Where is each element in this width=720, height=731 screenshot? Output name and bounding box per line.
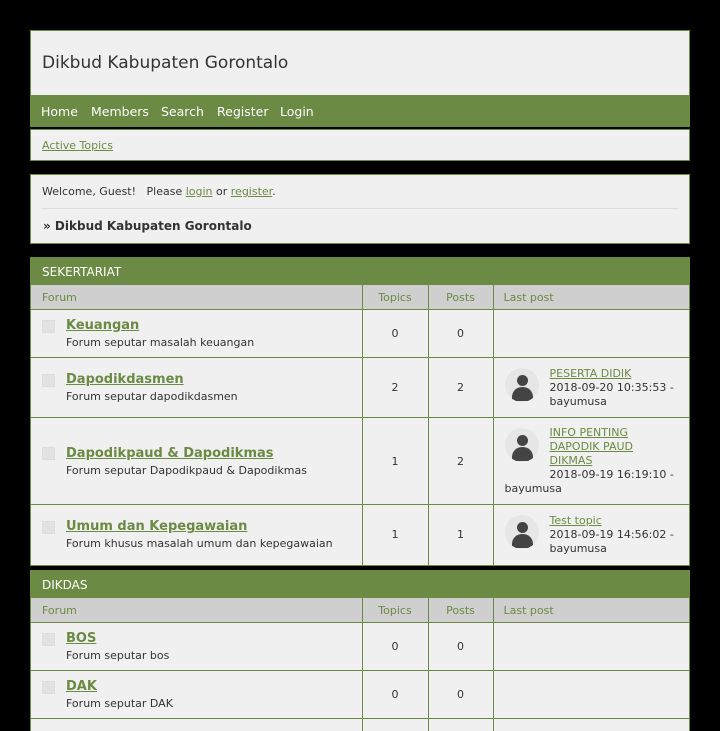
nav-members[interactable]: Members	[91, 104, 149, 119]
last-post-user: bayumusa	[549, 541, 607, 555]
site-title: Dikbud Kabupaten Gorontalo	[42, 53, 289, 73]
nav-home[interactable]: Home	[41, 104, 78, 119]
forum-status-icon	[42, 320, 55, 333]
last-post-date: 2018-09-19 14:56:02 -	[549, 527, 674, 541]
main-nav	[30, 95, 690, 127]
col-last-post: Last post	[493, 598, 689, 623]
table-row	[31, 505, 689, 565]
category-title: DIKDAS	[42, 578, 88, 592]
forum-description: Forum khusus masalah umum dan kepegawaian	[66, 537, 333, 551]
posts-count	[428, 719, 493, 731]
forum-link-umum[interactable]: Umum dan Kepegawaian	[66, 519, 248, 535]
welcome-suffix: .	[272, 185, 276, 198]
table-row	[31, 671, 689, 719]
last-post-cell	[493, 418, 689, 505]
last-post-cell	[493, 671, 689, 719]
site-header	[30, 30, 690, 96]
last-post-link-line3[interactable]: DIKMAS	[549, 454, 593, 467]
topics-count: 0	[362, 623, 428, 671]
col-forum: Forum	[31, 285, 362, 310]
forum-status-icon	[42, 681, 55, 694]
last-post-user: bayumusa	[549, 394, 607, 408]
table-header-row	[31, 598, 689, 623]
forum-link-dapodikpaud[interactable]: Dapodikpaud & Dapodikmas	[66, 445, 274, 461]
last-post-link[interactable]: Test topic	[549, 513, 602, 527]
col-forum: Forum	[31, 598, 362, 623]
posts-count: 2	[428, 418, 493, 505]
col-topics: Topics	[362, 598, 428, 623]
last-post-cell	[493, 623, 689, 671]
posts-count: 2	[428, 358, 493, 418]
forum-cell	[31, 310, 362, 358]
last-post-link[interactable]: PESERTA DIDIK	[549, 366, 632, 380]
active-topics-link[interactable]: Active Topics	[42, 139, 113, 152]
forum-description: Forum seputar masalah keuangan	[66, 336, 255, 349]
forum-status-icon	[42, 521, 55, 534]
forum-status-icon	[42, 633, 55, 646]
topics-count	[362, 719, 428, 731]
welcome-or: or	[212, 185, 231, 198]
forum-cell	[31, 671, 362, 719]
last-post-cell	[493, 310, 689, 358]
posts-count: 0	[428, 671, 493, 719]
table-row	[31, 418, 689, 505]
user-avatar-icon	[505, 515, 539, 549]
login-link[interactable]: login	[185, 185, 213, 198]
welcome-prefix: Welcome, Guest! Please	[42, 185, 186, 198]
forum-status-icon	[42, 447, 55, 460]
table-header-row	[31, 285, 689, 310]
divider	[41, 208, 679, 209]
user-avatar-icon	[505, 368, 539, 402]
forum-description: Forum seputar Dapodikpaud & Dapodikmas	[66, 463, 307, 477]
last-post-link[interactable]: INFO PENTING	[549, 426, 628, 439]
forum-status-icon	[42, 374, 55, 387]
forum-link-dak[interactable]: DAK	[66, 679, 97, 694]
forum-table	[31, 285, 689, 565]
nav-register[interactable]: Register	[217, 104, 269, 119]
category-header	[31, 258, 689, 285]
sub-nav	[30, 129, 690, 161]
last-post-date: 2018-09-19 16:19:10 -	[549, 468, 674, 481]
forum-cell	[31, 505, 362, 565]
topics-count: 0	[362, 310, 428, 358]
breadcrumb: » Dikbud Kabupaten Gorontalo	[43, 219, 252, 233]
last-post-cell	[493, 358, 689, 418]
forum-cell	[31, 719, 362, 731]
posts-count: 1	[428, 505, 493, 565]
welcome-message	[42, 185, 276, 198]
page-wrapper	[30, 30, 690, 710]
col-posts: Posts	[428, 598, 493, 623]
table-row	[31, 358, 689, 418]
forum-description: Forum seputar dapodikdasmen	[66, 390, 238, 403]
table-row	[31, 623, 689, 671]
category-title: SEKERTARIAT	[42, 265, 122, 279]
last-post-user: bayumusa	[504, 482, 562, 495]
topics-count: 0	[362, 671, 428, 719]
last-post-link-line2[interactable]: DAPODIK PAUD	[549, 440, 633, 453]
forum-cell	[31, 623, 362, 671]
category-sekertariat	[30, 257, 690, 566]
col-posts: Posts	[428, 285, 493, 310]
forum-link-bos[interactable]: BOS	[66, 631, 97, 646]
register-link[interactable]: register	[230, 185, 273, 198]
forum-link-dapodikdasmen[interactable]: Dapodikdasmen	[66, 372, 184, 387]
forum-cell	[31, 358, 362, 418]
table-row	[31, 719, 689, 731]
forum-description: Forum seputar bos	[66, 649, 170, 662]
col-last-post: Last post	[493, 285, 689, 310]
user-avatar-icon	[505, 428, 539, 462]
forum-link-keuangan[interactable]: Keuangan	[66, 318, 140, 333]
last-post-date: 2018-09-20 10:35:53 -	[549, 380, 674, 394]
category-header	[31, 571, 689, 598]
last-post-cell	[493, 505, 689, 565]
topics-count: 1	[362, 505, 428, 565]
forum-table	[31, 598, 689, 731]
col-topics: Topics	[362, 285, 428, 310]
forum-description: Forum seputar DAK	[66, 697, 173, 710]
welcome-panel	[30, 174, 690, 244]
topics-count: 1	[362, 418, 428, 505]
topics-count: 2	[362, 358, 428, 418]
forum-cell	[31, 418, 362, 505]
nav-search[interactable]: Search	[161, 104, 204, 119]
posts-count: 0	[428, 623, 493, 671]
last-post-cell	[493, 719, 689, 731]
category-dikdas	[30, 570, 690, 731]
nav-login[interactable]: Login	[280, 104, 314, 119]
table-row	[31, 310, 689, 358]
posts-count: 0	[428, 310, 493, 358]
